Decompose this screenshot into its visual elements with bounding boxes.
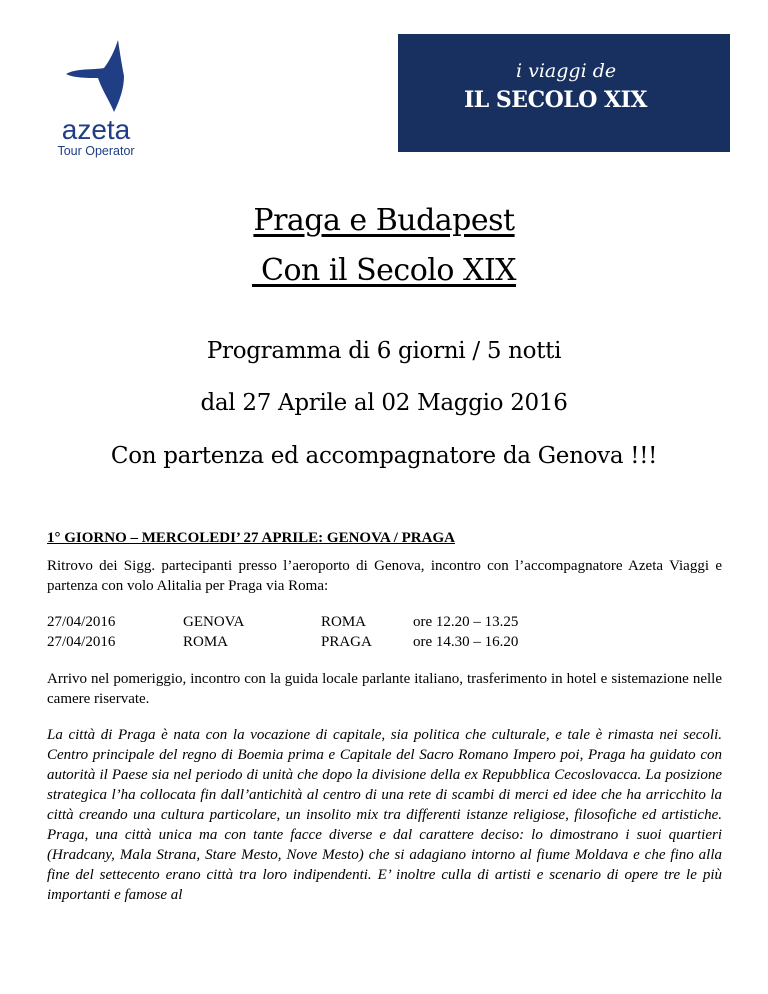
subtitle-departure: Con partenza ed accompagnatore da Genova !!! [110, 443, 658, 469]
brand-prefix: i viaggi de [516, 60, 617, 82]
day1-intro: Ritrovo dei Sigg. partecipanti presso l’aeroporto di Genova, incontro con l’accompagnatore Azeta Viaggi e partenza con volo Alitalia per Praga via Roma: [47, 558, 722, 594]
flight-from: GENOVA [183, 614, 245, 630]
subtitle-duration: Programma di 6 giorni / 5 notti [206, 338, 562, 364]
day1-heading: 1° GIORNO – MERCOLEDI’ 27 APRILE: GENOVA / PRAGA [47, 530, 455, 546]
page-title-line2: Con il Secolo XIX [251, 253, 517, 288]
flight-time: ore 12.20 – 13.25 [413, 614, 519, 630]
brand-banner [398, 34, 730, 152]
flight-to: ROMA [321, 614, 367, 630]
page-title-line1: Praga e Budapest [253, 203, 515, 238]
logo-tagline: Tour Operator [57, 144, 135, 158]
logo-name: azeta [61, 114, 131, 145]
flight-date: 27/04/2016 [47, 634, 116, 650]
flight-time: ore 14.30 – 16.20 [413, 634, 519, 650]
azeta-logo [40, 38, 150, 158]
day1-arrival: Arrivo nel pomeriggio, incontro con la guida locale parlante italiano, trasferimento in hotel e sistemazione nelle camere riservate. [47, 671, 722, 707]
flight-to: PRAGA [321, 634, 372, 650]
whale-tail-icon [54, 38, 134, 114]
flight-from: ROMA [183, 634, 229, 650]
subtitle-dates: dal 27 Aprile al 02 Maggio 2016 [200, 390, 568, 416]
flight-date: 27/04/2016 [47, 614, 116, 630]
prague-description: La città di Praga è nata con la vocazione di capitale, sia politica che culturale, e tale è rimasta nei secoli. Centro principale del regno di Boemia prima e Capitale del Sacro Romano Impero poi, Praga ha guidato con autorità il Paese sia nel periodo di unità che dopo la divisione della ex Repubblica Cecoslovacca. La posizione strategica l’ha collocata fin dall’antichità al centro di una rete di scambi di merci ed idee che ha arricchito la città creando una cultura particolare, un insolito mix tra differenti istanze religiose, filosofiche ed artistiche. Praga, una città unica ma con tante facce diverse e dal carattere deciso: lo dimostrano i suoi quartieri (Hradcany, Mala Strana, Stare Mesto, Nove Mesto) che si adagiano intorno al fiume Moldava e che fino alla fine del settecento erano città tra loro indipendenti. E’ inoltre culla di artisti e scenario di opere tre le più importanti e famose al [47, 727, 722, 903]
brand-name: IL SECOLO XIX [464, 87, 647, 113]
